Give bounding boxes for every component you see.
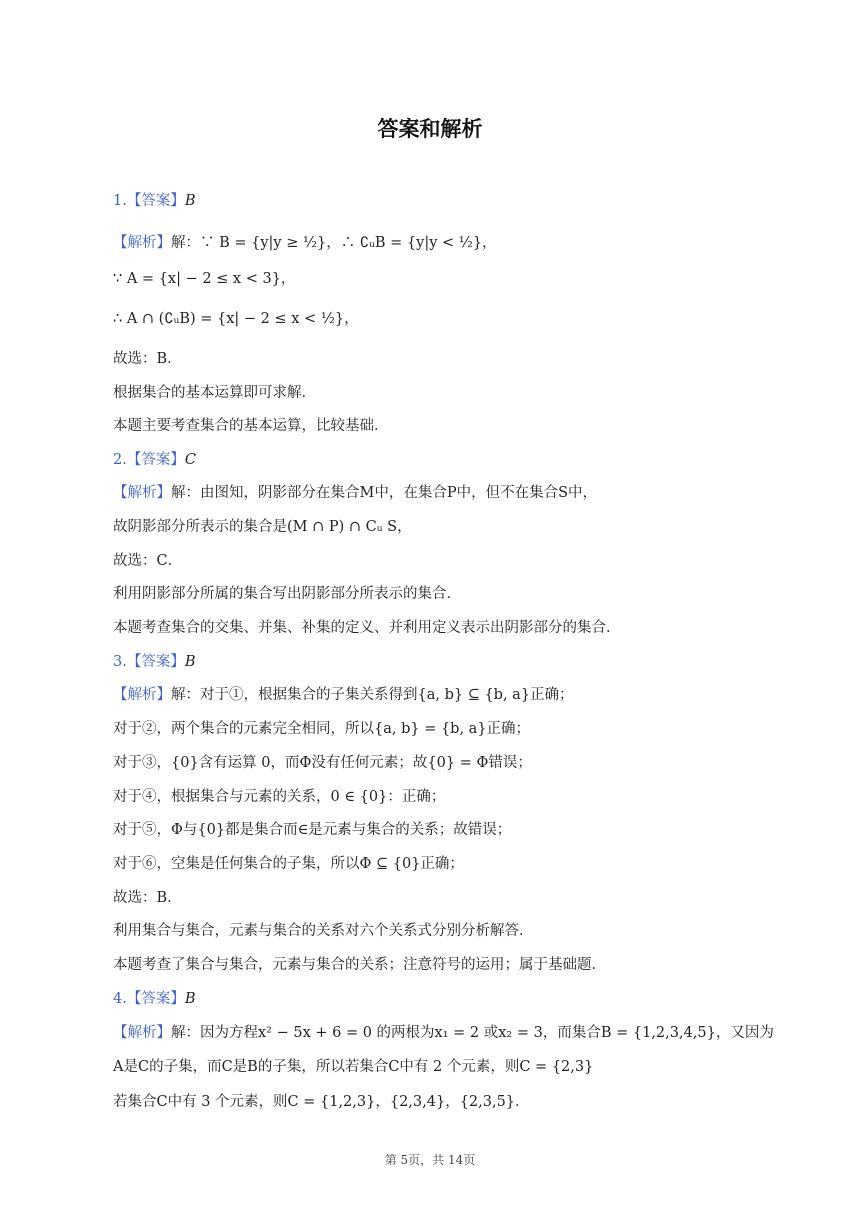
solution-3-line-6: 对于⑥，空集是任何集合的子集，所以Φ ⊆ {0}正确； [113, 856, 464, 872]
solution-2-line-4: 利用阴影部分所属的集合写出阴影部分所表示的集合． [113, 586, 461, 602]
page-title: 答案和解析 [377, 117, 483, 141]
solution-3-line-9: 本题考查了集合与集合，元素与集合的关系；注意符号的运用；属于基础题． [113, 957, 606, 973]
solution-text: 解：对于①，根据集合的子集关系得到{a, b} ⊆ {b, a}正确； [171, 687, 574, 703]
solution-2-line-1 [113, 483, 753, 503]
answer-3 [113, 652, 753, 672]
solution-3-line-3: 对于③，{0}含有运算 0，而Φ没有任何元素；故{0} = Φ错误； [113, 755, 532, 771]
solution-4-line-1 [113, 1023, 774, 1043]
solution-1-line-4: 故选：B． [113, 351, 182, 367]
solution-label: 【解析】 [113, 1025, 171, 1041]
solution-text: 解：由图知，阴影部分在集合M中，在集合P中，但不在集合S中， [171, 485, 598, 501]
solution-1-line-3: ∴ A ∩ (∁ᵤB) = {x| − 2 ≤ x < ½}， [113, 311, 359, 327]
solution-2-line-3: 故选：C． [113, 553, 183, 569]
solution-1-line-2: ∵ A = {x| − 2 ≤ x < 3}， [113, 271, 296, 287]
answer-value: B [184, 991, 196, 1007]
answer-label: 3.【答案】 [113, 654, 185, 670]
answer-4 [113, 989, 753, 1009]
solution-2-line-5: 本题考查集合的交集、并集、补集的定义、并利用定义表示出阴影部分的集合． [113, 620, 621, 636]
answer-label: 4.【答案】 [113, 991, 185, 1007]
answer-value: B [184, 193, 196, 209]
answer-label: 1.【答案】 [113, 193, 185, 209]
solution-4-line-2: A是C的子集，而C是B的子集，所以若集合C中有 2 个元素，则C = {2,3} [113, 1059, 594, 1075]
answer-value: C [184, 452, 196, 468]
solution-text: 解：∵ B = {y|y ≥ ½}，∴ ∁ᵤB = {y|y < ½}， [171, 235, 497, 251]
solution-1-line-1 [113, 233, 753, 253]
solution-3-line-5: 对于⑤，Φ与{0}都是集合而∈是元素与集合的关系；故错误； [113, 822, 512, 838]
solution-label: 【解析】 [113, 687, 171, 703]
answer-value: B [184, 654, 196, 670]
solution-3-line-1 [113, 685, 753, 705]
solution-4-line-3: 若集合C中有 3 个元素，则C = {1,2,3}，{2,3,4}，{2,3,5}． [113, 1094, 530, 1110]
page-footer: 第 5页，共 14页 [384, 1153, 476, 1167]
solution-1-line-6: 本题主要考查集合的基本运算，比较基础． [113, 418, 389, 434]
solution-3-line-2: 对于②，两个集合的元素完全相同，所以{a, b} = {b, a}正确； [113, 721, 531, 737]
answer-1 [113, 191, 753, 211]
solution-label: 【解析】 [113, 485, 171, 501]
solution-label: 【解析】 [113, 235, 171, 251]
answer-label: 2.【答案】 [113, 452, 185, 468]
solution-3-line-4: 对于④，根据集合与元素的关系，0 ∈ {0}：正确； [113, 789, 446, 805]
solution-text: 解：因为方程x² − 5x + 6 = 0 的两根为x₁ = 2 或x₂ = 3，而集合B = {1,2,3,4,5}，又因为 [171, 1025, 774, 1041]
solution-1-line-5: 根据集合的基本运算即可求解． [113, 385, 316, 401]
solution-2-line-2: 故阴影部分所表示的集合是(M ∩ P) ∩ Cᵤ S， [113, 519, 412, 535]
solution-3-line-7: 故选：B． [113, 890, 182, 906]
answer-2 [113, 450, 753, 470]
solution-3-line-8: 利用集合与集合，元素与集合的关系对六个关系式分别分析解答． [113, 923, 534, 939]
